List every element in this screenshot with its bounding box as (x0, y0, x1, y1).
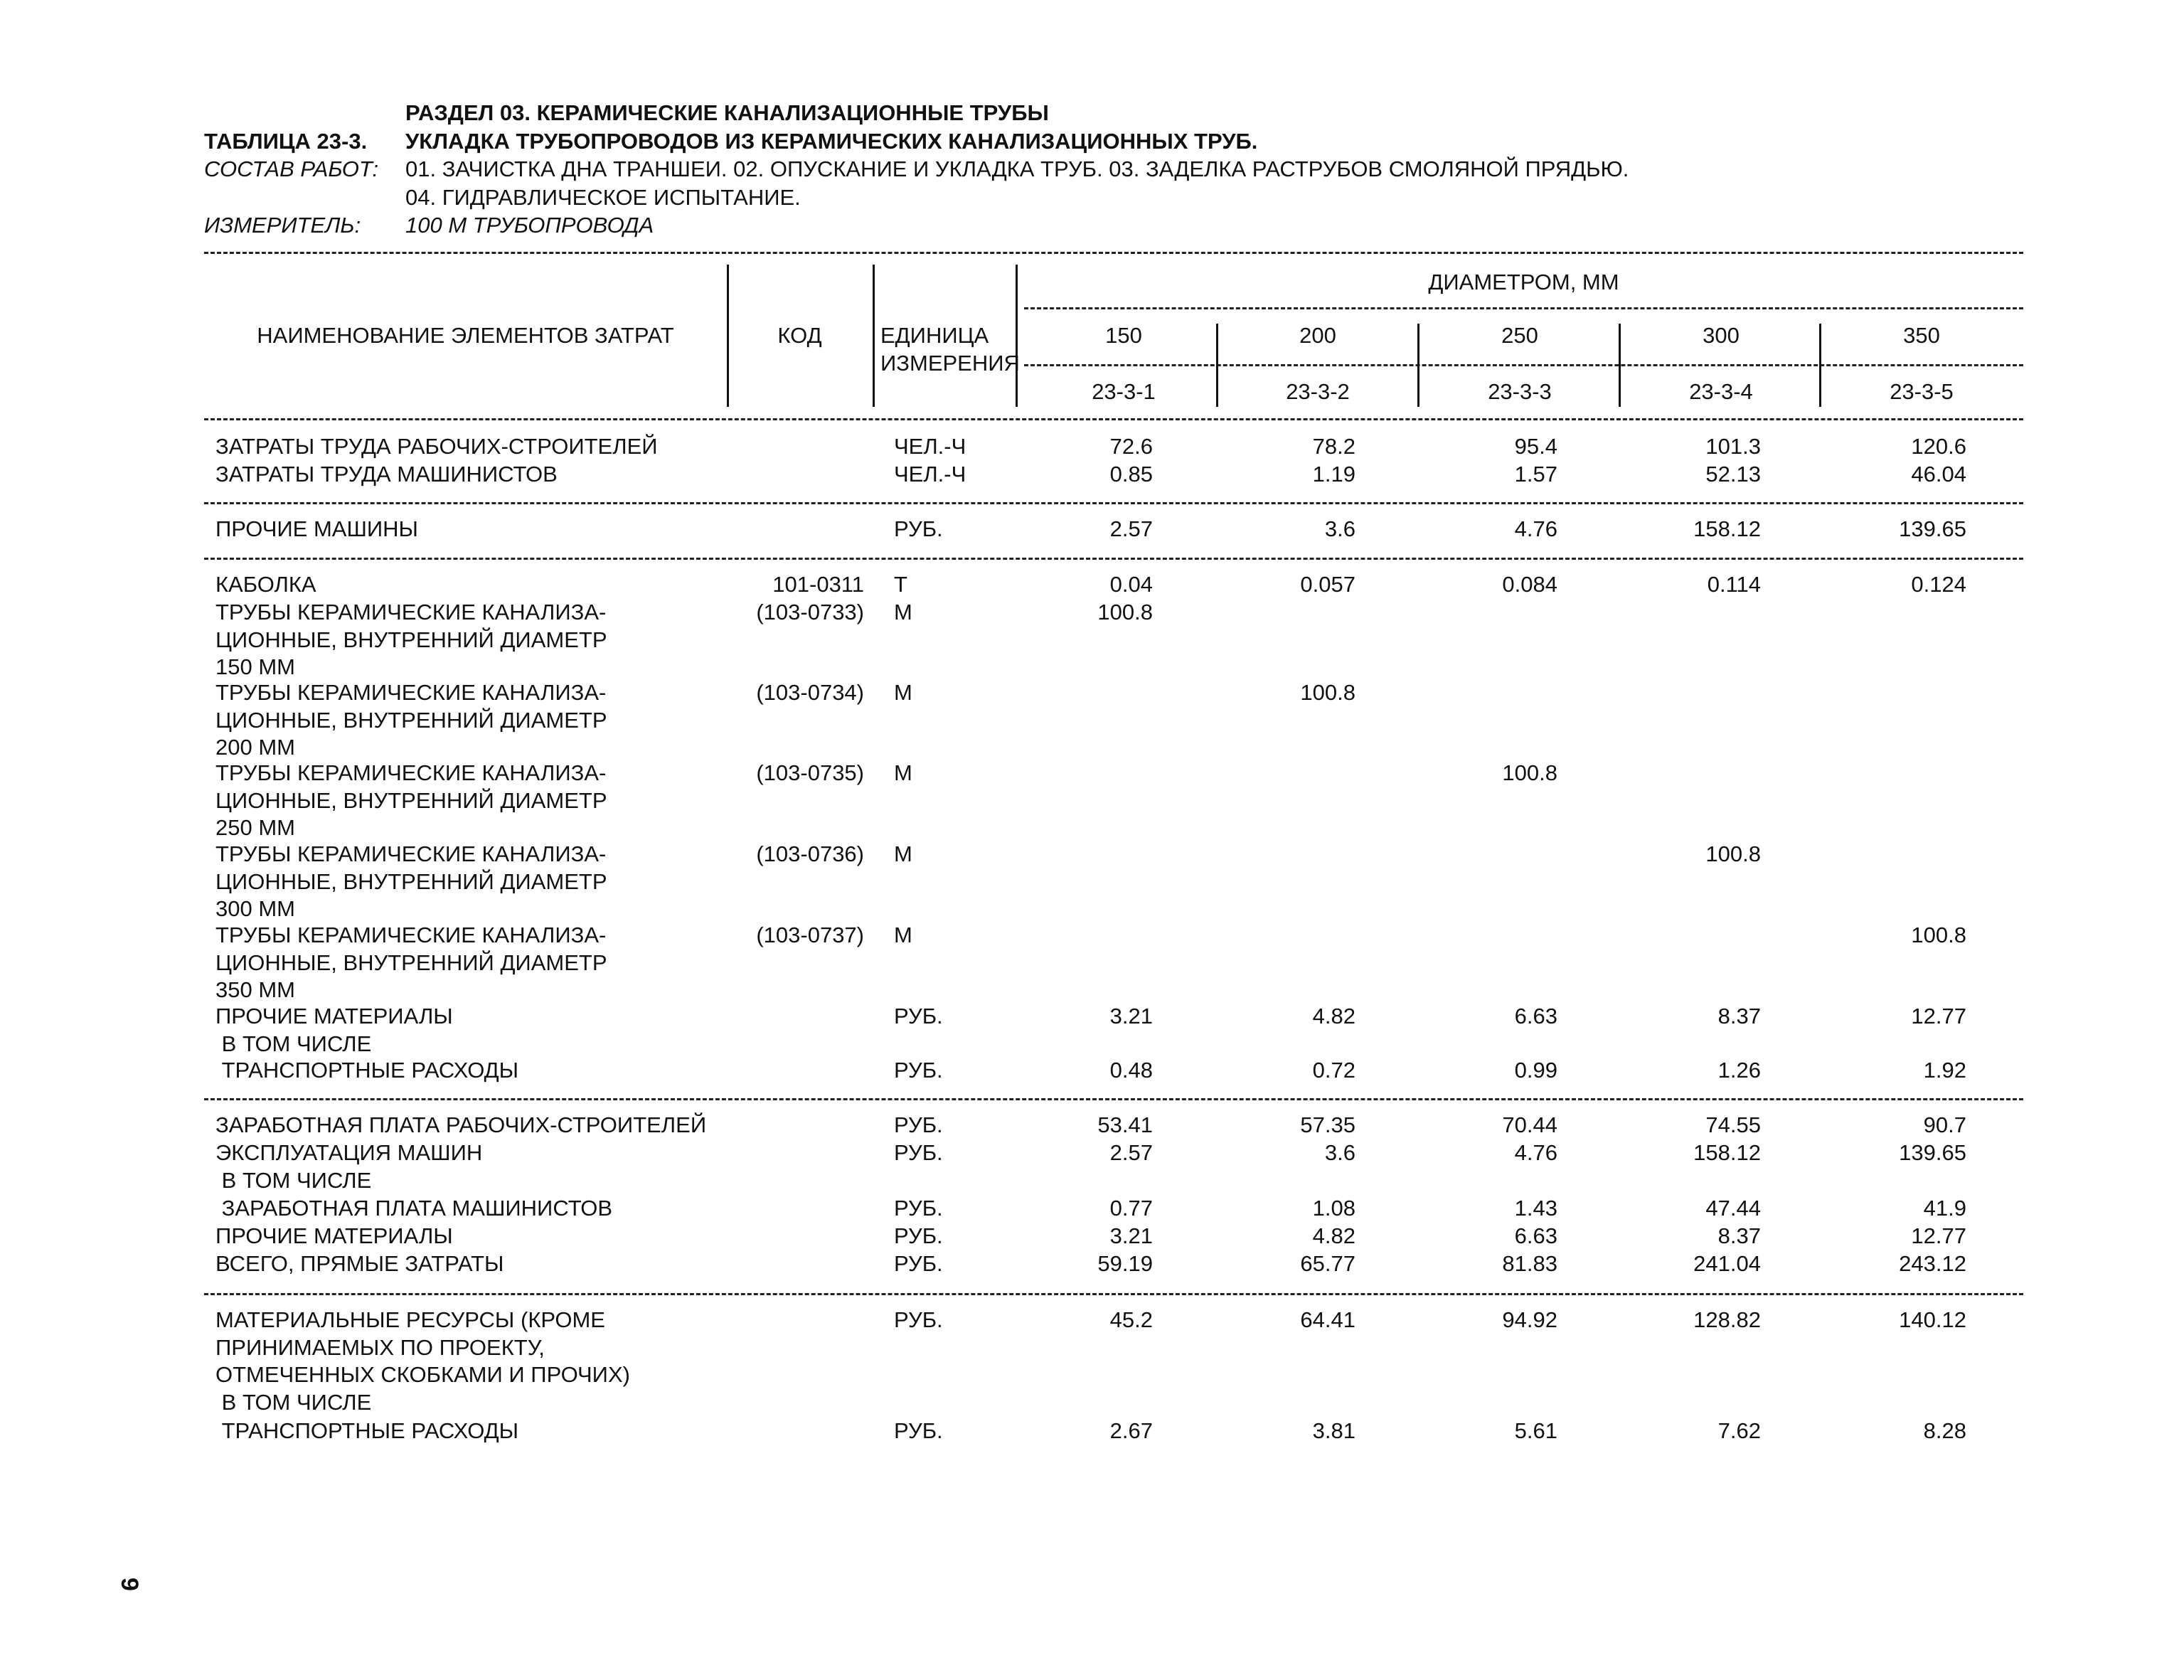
header-top-rule (204, 252, 2023, 254)
row-name-line: 200 ММ (215, 735, 295, 760)
row-name-line: ТРУБЫ КЕРАМИЧЕСКИЕ КАНАЛИЗА- (215, 923, 607, 947)
header-bottom-rule (204, 418, 2023, 420)
row-unit: РУБ. (894, 1058, 943, 1083)
row-value: 1.92 (1923, 1058, 1966, 1083)
row-code: (103-0736) (756, 841, 864, 866)
row-value: 1.43 (1514, 1196, 1557, 1221)
col-divider-unit (1016, 265, 1018, 407)
row-name-line: ЭКСПЛУАТАЦИЯ МАШИН (215, 1140, 483, 1165)
row-value: 0.72 (1312, 1058, 1355, 1083)
row-value: 8.28 (1923, 1418, 1966, 1443)
row-name-line: 250 ММ (215, 815, 295, 841)
row-value: 139.65 (1899, 1140, 1966, 1165)
measure-label: ИЗМЕРИТЕЛЬ: (204, 213, 361, 238)
row-value: 74.55 (1705, 1112, 1761, 1137)
row-name-line: 350 ММ (215, 977, 295, 1003)
section-rule (204, 558, 2023, 560)
row-unit: РУБ. (894, 1004, 943, 1028)
row-value: 101.3 (1705, 434, 1761, 459)
row-value: 90.7 (1923, 1112, 1966, 1137)
row-code: (103-0737) (756, 923, 864, 947)
row-name-line: ТРАНСПОРТНЫЕ РАСХОДЫ (215, 1058, 519, 1083)
row-unit: РУБ. (894, 1418, 943, 1443)
row-value: 3.6 (1324, 516, 1355, 541)
row-value: 81.83 (1502, 1251, 1557, 1276)
row-value: 1.26 (1717, 1058, 1761, 1083)
row-name-line: ПРИНИМАЕМЫХ ПО ПРОЕКТУ, (215, 1334, 545, 1360)
col-header-diameter-value: 300 (1703, 323, 1740, 348)
row-value: 100.8 (1097, 600, 1153, 624)
row-name-line: ЗАТРАТЫ ТРУДА МАШИНИСТОВ (215, 462, 558, 487)
row-value: 4.82 (1312, 1223, 1355, 1248)
row-value: 2.57 (1109, 516, 1153, 541)
row-name-line: В ТОМ ЧИСЛЕ (215, 1031, 372, 1056)
row-value: 3.21 (1109, 1223, 1153, 1248)
row-value: 5.61 (1514, 1418, 1557, 1443)
row-unit: РУБ. (894, 1196, 943, 1221)
col-header-norm-code: 23-3-5 (1890, 379, 1954, 404)
section-rule (204, 502, 2023, 504)
work-label: СОСТАВ РАБОТ: (204, 156, 379, 181)
row-name-line: ЦИОННЫЕ, ВНУТРЕННИЙ ДИАМЕТР (215, 787, 607, 813)
row-value: 140.12 (1899, 1307, 1966, 1332)
table-label: ТАБЛИЦА 23-3. (204, 129, 368, 154)
row-value: 241.04 (1693, 1251, 1761, 1276)
row-value: 120.6 (1911, 434, 1966, 459)
row-value: 4.82 (1312, 1004, 1355, 1028)
row-value: 8.37 (1717, 1223, 1761, 1248)
row-name-line: КАБОЛКА (215, 572, 316, 597)
row-unit: М (894, 760, 912, 785)
row-value: 100.8 (1911, 923, 1966, 947)
row-name-line: ЗАРАБОТНАЯ ПЛАТА МАШИНИСТОВ (215, 1196, 613, 1221)
diameter-rule (1024, 307, 2023, 309)
row-name-line: ЗАТРАТЫ ТРУДА РАБОЧИХ-СТРОИТЕЛЕЙ (215, 434, 658, 459)
row-name-line: 150 ММ (215, 654, 295, 680)
row-value: 64.41 (1300, 1307, 1355, 1332)
row-unit: РУБ. (894, 1251, 943, 1276)
row-value: 7.62 (1717, 1418, 1761, 1443)
row-unit: М (894, 841, 912, 866)
row-value: 0.124 (1911, 572, 1966, 597)
row-name-line: ТРУБЫ КЕРАМИЧЕСКИЕ КАНАЛИЗА- (215, 841, 607, 866)
col-header-norm-code: 23-3-3 (1488, 379, 1552, 404)
row-name-line: В ТОМ ЧИСЛЕ (215, 1390, 372, 1415)
row-unit: РУБ. (894, 1223, 943, 1248)
row-value: 12.77 (1911, 1004, 1966, 1028)
row-value: 6.63 (1514, 1223, 1557, 1248)
col-divider-d2 (1417, 324, 1419, 407)
row-value: 0.85 (1109, 462, 1153, 487)
col-header-diameter-value: 250 (1501, 323, 1538, 348)
col-header-diameter: ДИАМЕТРОМ, ММ (1428, 270, 1619, 294)
col-divider-d4 (1819, 324, 1821, 407)
row-value: 100.8 (1705, 841, 1761, 866)
code-rule (1024, 364, 2023, 366)
row-value: 100.8 (1300, 680, 1355, 705)
col-header-diameter-value: 200 (1299, 323, 1336, 348)
row-value: 45.2 (1109, 1307, 1153, 1332)
row-name-line: ПРОЧИЕ МАТЕРИАЛЫ (215, 1004, 453, 1028)
row-code: (103-0733) (756, 600, 864, 624)
col-header-diameter-value: 150 (1105, 323, 1142, 348)
row-value: 8.37 (1717, 1004, 1761, 1028)
work-line-1: 01. ЗАЧИСТКА ДНА ТРАНШЕИ. 02. ОПУСКАНИЕ И УКЛАДКА ТРУБ. 03. ЗАДЕЛКА РАСТРУБОВ СМОЛЯНОЙ ПРЯДЬЮ. (405, 156, 1629, 181)
row-value: 59.19 (1097, 1251, 1153, 1276)
row-value: 0.04 (1109, 572, 1153, 597)
measure-value: 100 М ТРУБОПРОВОДА (405, 213, 654, 238)
row-name-line: ЗАРАБОТНАЯ ПЛАТА РАБОЧИХ-СТРОИТЕЛЕЙ (215, 1112, 707, 1137)
row-value: 158.12 (1693, 1140, 1761, 1165)
row-name-line: ПРОЧИЕ МАТЕРИАЛЫ (215, 1223, 453, 1248)
row-code: 101-0311 (772, 572, 864, 597)
row-name-line: ВСЕГО, ПРЯМЫЕ ЗАТРАТЫ (215, 1251, 504, 1276)
row-value: 78.2 (1312, 434, 1355, 459)
col-header-diameter-value: 350 (1903, 323, 1940, 348)
row-name-line: ЦИОННЫЕ, ВНУТРЕННИЙ ДИАМЕТР (215, 627, 607, 652)
row-name-line: ЦИОННЫЕ, ВНУТРЕННИЙ ДИАМЕТР (215, 950, 607, 975)
row-value: 0.084 (1502, 572, 1557, 597)
row-unit: М (894, 923, 912, 947)
col-divider-d1 (1216, 324, 1218, 407)
row-name-line: ОТМЕЧЕННЫХ СКОБКАМИ И ПРОЧИХ) (215, 1362, 630, 1388)
table-title: УКЛАДКА ТРУБОПРОВОДОВ ИЗ КЕРАМИЧЕСКИХ КАНАЛИЗАЦИОННЫХ ТРУБ. (405, 129, 1258, 154)
row-value: 1.08 (1312, 1196, 1355, 1221)
row-value: 0.48 (1109, 1058, 1153, 1083)
row-value: 158.12 (1693, 516, 1761, 541)
row-value: 12.77 (1911, 1223, 1966, 1248)
row-value: 2.57 (1109, 1140, 1153, 1165)
row-unit: ЧЕЛ.-Ч (894, 434, 966, 459)
row-value: 4.76 (1514, 1140, 1557, 1165)
row-unit: Т (894, 572, 907, 597)
col-header-norm-code: 23-3-4 (1689, 379, 1753, 404)
row-value: 4.76 (1514, 516, 1557, 541)
row-unit: ЧЕЛ.-Ч (894, 462, 966, 487)
row-code: (103-0735) (756, 760, 864, 785)
row-value: 57.35 (1300, 1112, 1355, 1137)
row-value: 0.77 (1109, 1196, 1153, 1221)
row-value: 139.65 (1899, 516, 1966, 541)
row-unit: РУБ. (894, 516, 943, 541)
row-name-line: МАТЕРИАЛЬНЫЕ РЕСУРСЫ (КРОМЕ (215, 1307, 605, 1332)
section-rule (204, 1098, 2023, 1100)
section-rule (204, 1293, 2023, 1295)
row-value: 3.6 (1324, 1140, 1355, 1165)
row-value: 0.114 (1707, 572, 1761, 597)
row-value: 128.82 (1693, 1307, 1761, 1332)
col-divider-code (873, 265, 875, 407)
row-value: 100.8 (1502, 760, 1557, 785)
col-header-name: НАИМЕНОВАНИЕ ЭЛЕМЕНТОВ ЗАТРАТ (257, 323, 674, 348)
row-value: 6.63 (1514, 1004, 1557, 1028)
row-value: 65.77 (1300, 1251, 1355, 1276)
row-name-line: ТРУБЫ КЕРАМИЧЕСКИЕ КАНАЛИЗА- (215, 600, 607, 624)
row-name-line: ПРОЧИЕ МАШИНЫ (215, 516, 418, 541)
row-value: 53.41 (1097, 1112, 1153, 1137)
row-value: 94.92 (1502, 1307, 1557, 1332)
row-value: 3.21 (1109, 1004, 1153, 1028)
row-value: 243.12 (1899, 1251, 1966, 1276)
row-value: 0.99 (1514, 1058, 1557, 1083)
row-unit: РУБ. (894, 1307, 943, 1332)
row-name-line: ТРУБЫ КЕРАМИЧЕСКИЕ КАНАЛИЗА- (215, 760, 607, 785)
row-name-line: 300 ММ (215, 896, 295, 922)
row-value: 41.9 (1923, 1196, 1966, 1221)
row-unit: М (894, 600, 912, 624)
col-header-unit-2: ИЗМЕРЕНИЯ (880, 351, 1020, 376)
row-name-line: ЦИОННЫЕ, ВНУТРЕННИЙ ДИАМЕТР (215, 707, 607, 733)
row-value: 72.6 (1109, 434, 1153, 459)
row-value: 2.67 (1109, 1418, 1153, 1443)
row-value: 47.44 (1705, 1196, 1761, 1221)
col-header-norm-code: 23-3-2 (1286, 379, 1350, 404)
row-name-line: В ТОМ ЧИСЛЕ (215, 1167, 372, 1193)
row-unit: РУБ. (894, 1112, 943, 1137)
page-number: 9 (115, 1578, 143, 1591)
row-value: 1.57 (1514, 462, 1557, 487)
row-name-line: ТРАНСПОРТНЫЕ РАСХОДЫ (215, 1418, 519, 1443)
row-value: 1.19 (1312, 462, 1355, 487)
row-unit: РУБ. (894, 1140, 943, 1165)
row-name-line: ТРУБЫ КЕРАМИЧЕСКИЕ КАНАЛИЗА- (215, 680, 607, 705)
col-divider-d3 (1619, 324, 1621, 407)
col-header-norm-code: 23-3-1 (1092, 379, 1156, 404)
row-code: (103-0734) (756, 680, 864, 705)
row-value: 70.44 (1502, 1112, 1557, 1137)
row-unit: М (894, 680, 912, 705)
row-value: 95.4 (1514, 434, 1557, 459)
row-name-line: ЦИОННЫЕ, ВНУТРЕННИЙ ДИАМЕТР (215, 868, 607, 894)
col-header-code: КОД (777, 323, 822, 348)
section-title: РАЗДЕЛ 03. КЕРАМИЧЕСКИЕ КАНАЛИЗАЦИОННЫЕ ТРУБЫ (405, 100, 1049, 125)
work-line-2: 04. ГИДРАВЛИЧЕСКОЕ ИСПЫТАНИЕ. (405, 185, 801, 210)
row-value: 46.04 (1911, 462, 1966, 487)
row-value: 52.13 (1705, 462, 1761, 487)
col-header-unit-1: ЕДИНИЦА (880, 323, 989, 348)
row-value: 3.81 (1312, 1418, 1355, 1443)
row-value: 0.057 (1300, 572, 1355, 597)
